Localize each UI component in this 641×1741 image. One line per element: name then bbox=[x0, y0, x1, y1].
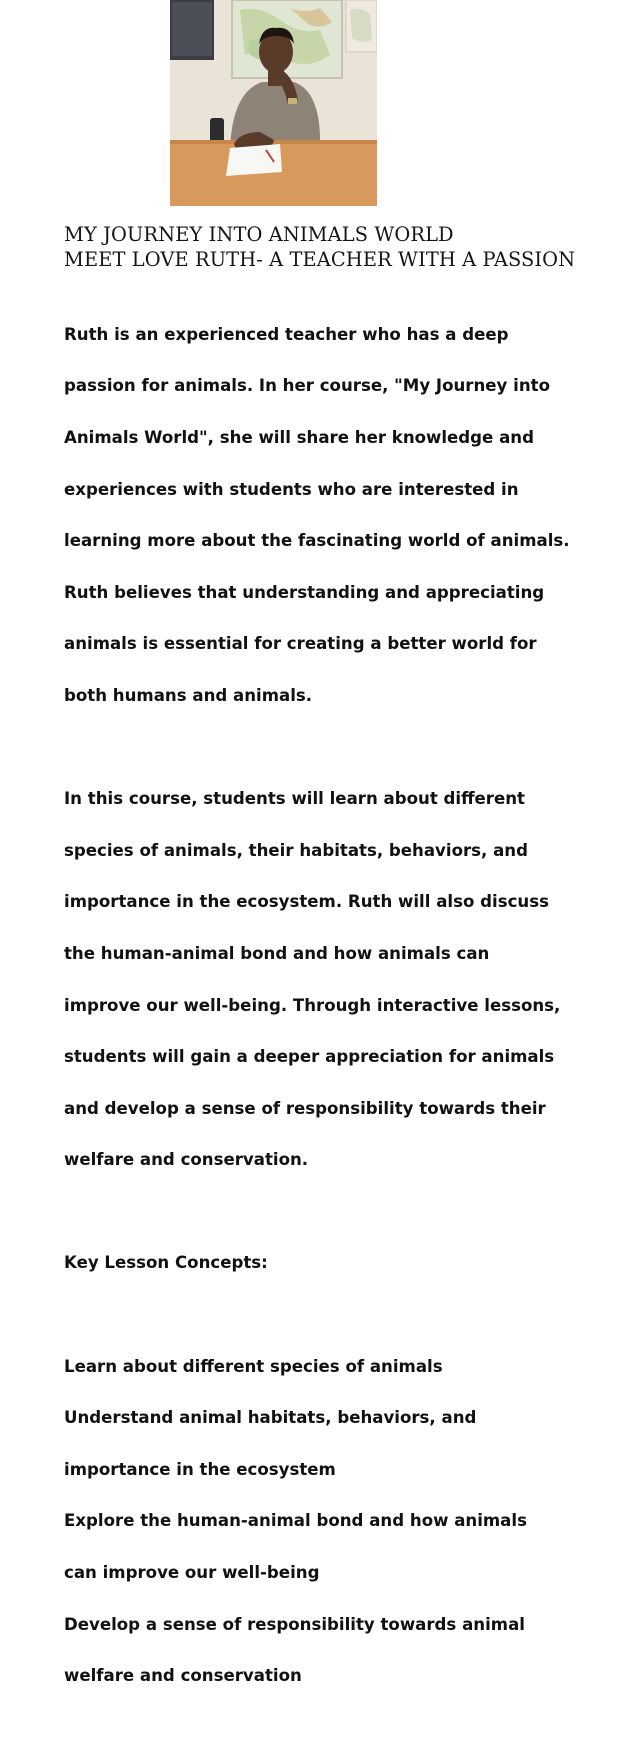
list-item: Explore the human-animal bond and how animals bbox=[64, 1511, 527, 1531]
text-line: passion for animals. In her course, "My Journey into bbox=[64, 376, 550, 396]
text-line: the human-animal bond and how animals can bbox=[64, 943, 490, 963]
concepts-list bbox=[64, 1328, 604, 1715]
text-line: experiences with students who are interested in bbox=[64, 479, 519, 499]
text-line: species of animals, their habitats, behaviors, and bbox=[64, 840, 528, 860]
text-line: welfare and conservation. bbox=[64, 1150, 309, 1170]
list-item: Understand animal habitats, behaviors, and bbox=[64, 1408, 477, 1428]
text-line: improve our well-being. Through interactive lessons, bbox=[64, 995, 561, 1015]
text-line: In this course, students will learn about different bbox=[64, 789, 525, 809]
course-description bbox=[64, 296, 604, 1741]
text-line: Ruth is an experienced teacher who has a deep bbox=[64, 324, 509, 344]
text-line: students will gain a deeper appreciation for animals bbox=[64, 1047, 555, 1067]
text-line: animals is essential for creating a better world for bbox=[64, 634, 537, 654]
concepts-title: Key Lesson Concepts: bbox=[64, 1253, 268, 1273]
list-item: Develop a sense of responsibility towards animal bbox=[64, 1614, 525, 1634]
list-item: welfare and conservation bbox=[64, 1666, 302, 1686]
concepts-heading bbox=[64, 1225, 604, 1302]
title-line-2: MEET LOVE RUTH- A TEACHER WITH A PASSION bbox=[64, 247, 576, 271]
page-title bbox=[64, 223, 624, 272]
text-line: Animals World", she will share her knowledge and bbox=[64, 427, 534, 447]
list-item: importance in the ecosystem bbox=[64, 1459, 336, 1479]
title-line-1: MY JOURNEY INTO ANIMALS WORLD bbox=[64, 223, 454, 246]
text-line: both humans and animals. bbox=[64, 685, 313, 705]
text-line: learning more about the fascinating world of animals. bbox=[64, 531, 570, 551]
list-item: can improve our well-being bbox=[64, 1563, 320, 1583]
text-line: and develop a sense of responsibility towards their bbox=[64, 1098, 546, 1118]
text-line: importance in the ecosystem. Ruth will also discuss bbox=[64, 892, 549, 912]
intro-paragraph bbox=[64, 296, 604, 735]
text-line: Ruth believes that understanding and appreciating bbox=[64, 582, 545, 602]
teacher-photo bbox=[170, 0, 377, 206]
teacher-portrait-photo bbox=[170, 0, 377, 206]
list-item: Learn about different species of animals bbox=[64, 1356, 443, 1376]
course-paragraph bbox=[64, 760, 604, 1199]
